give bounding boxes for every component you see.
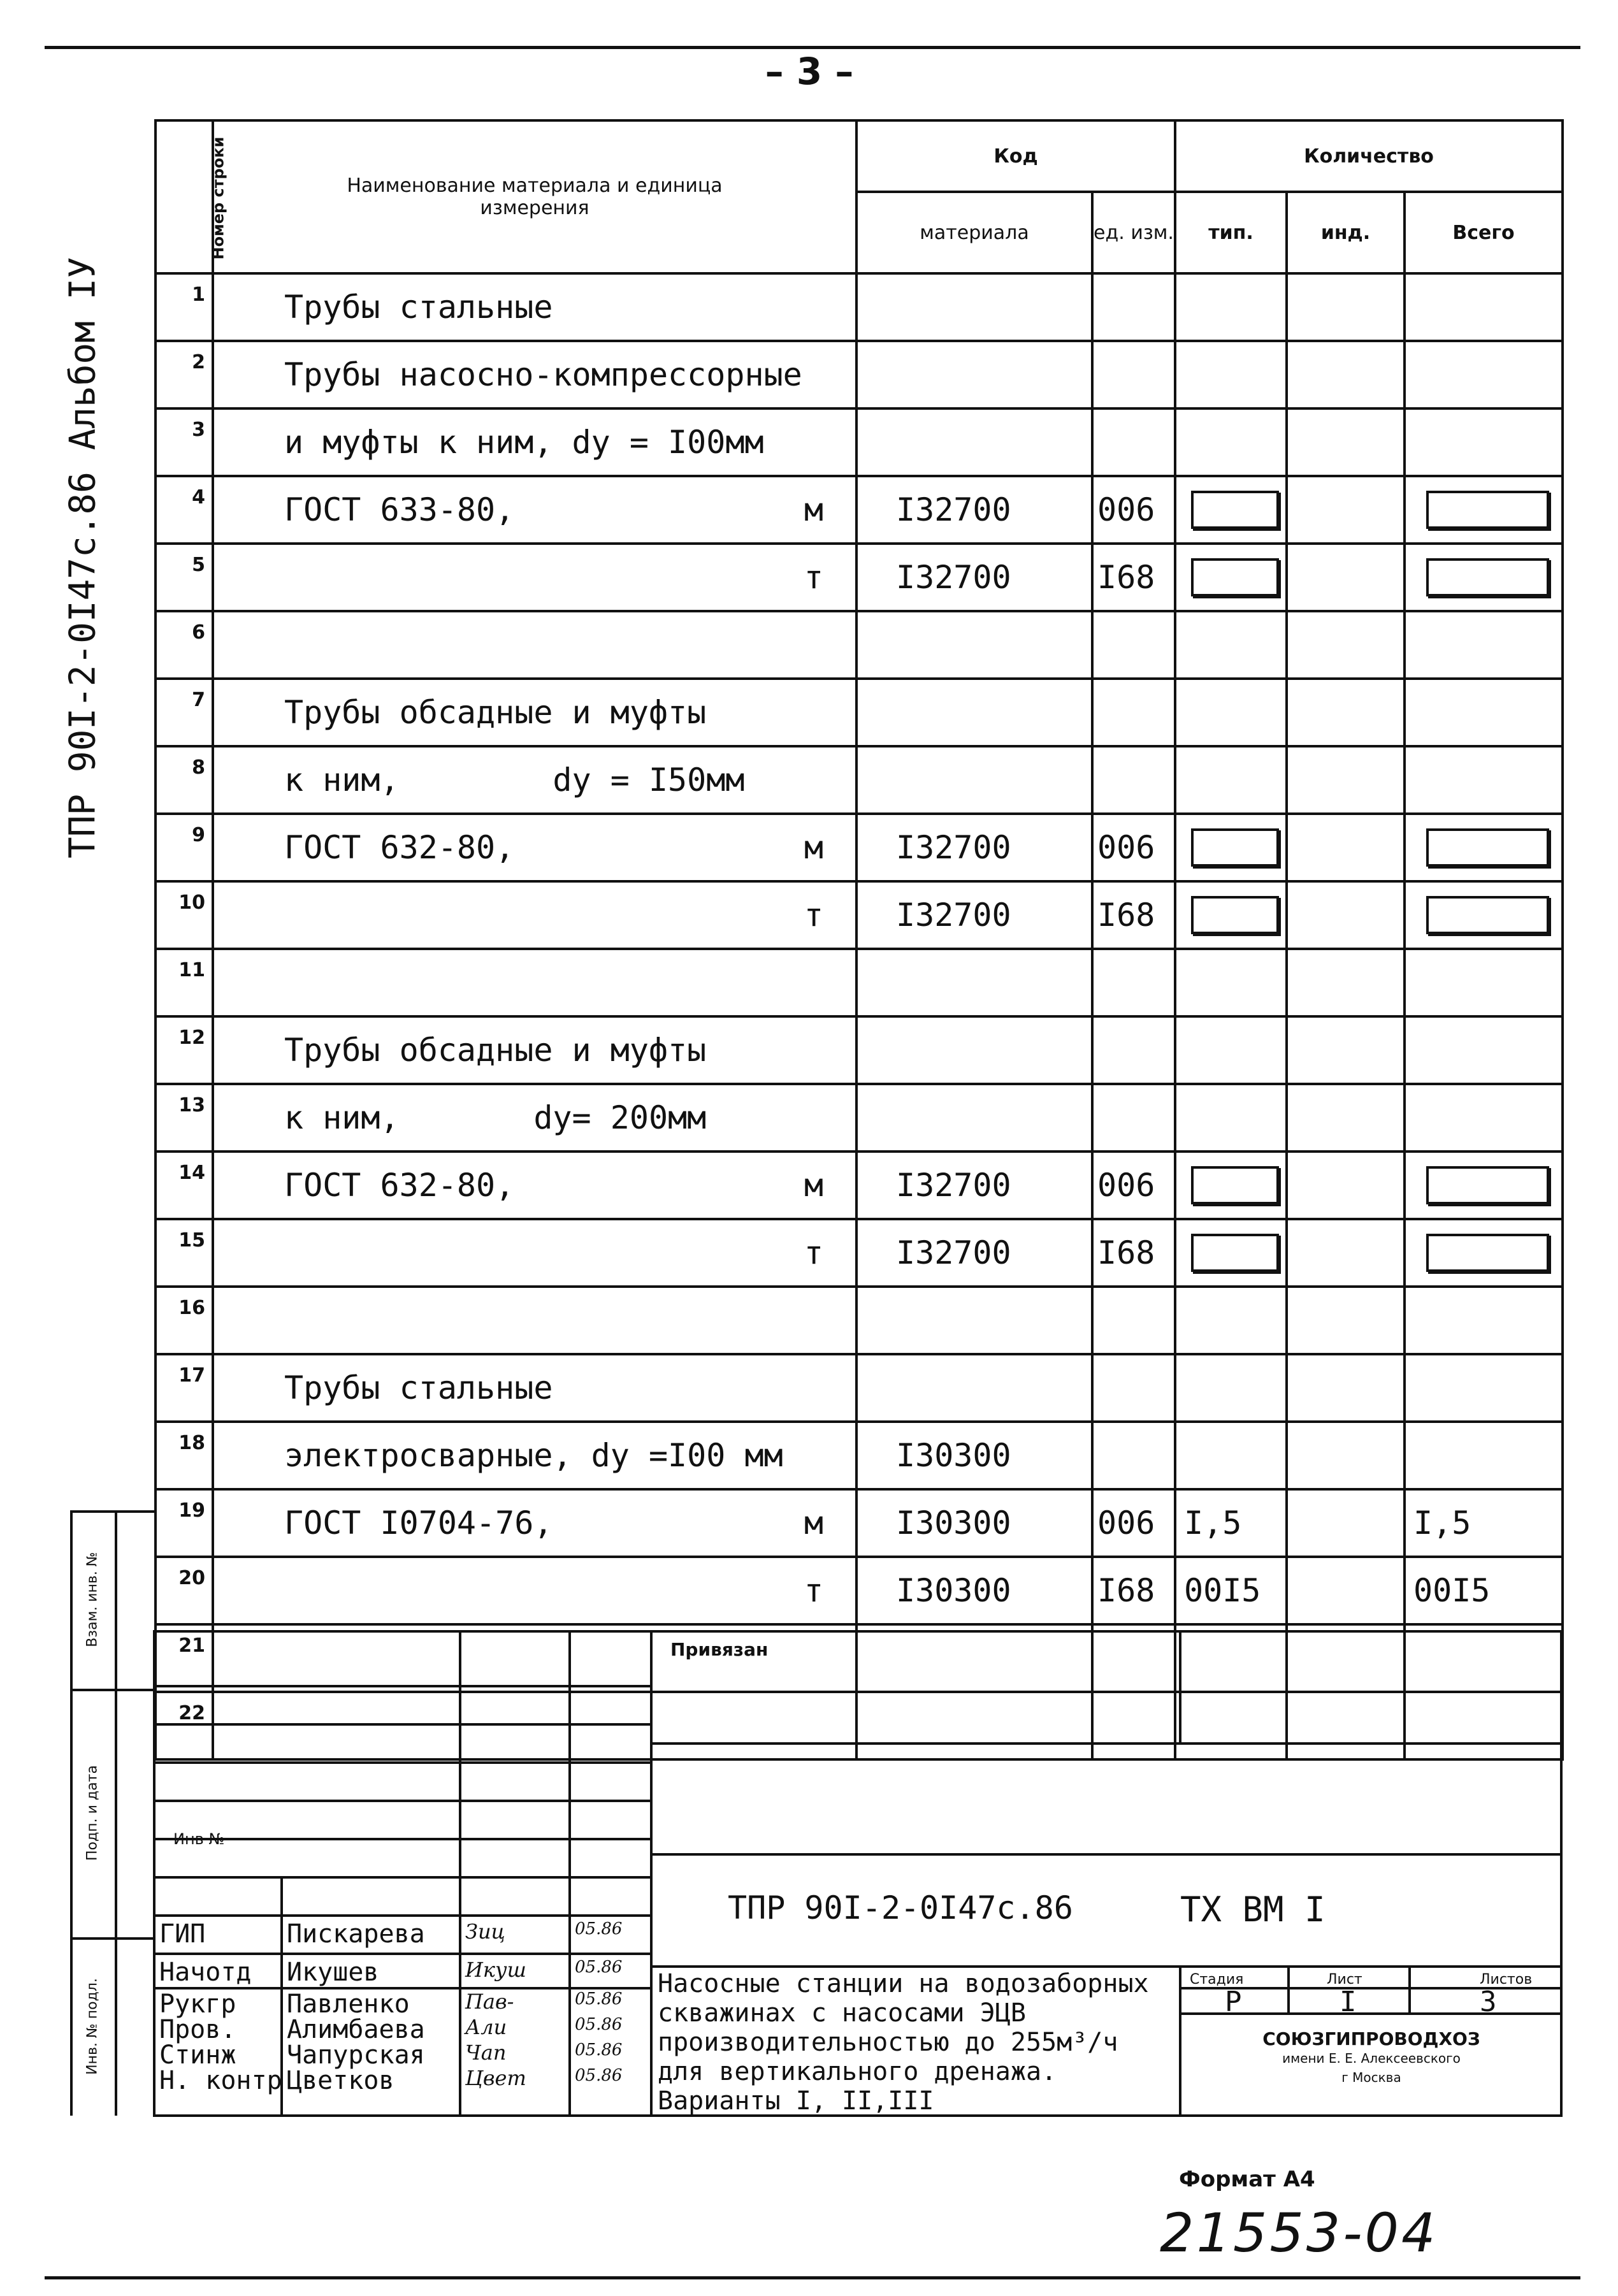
material-name-text: к ним, dу= 200мм: [284, 1099, 707, 1136]
qty-total: [1405, 949, 1563, 1016]
qty-ind: [1287, 1489, 1405, 1557]
qty-ind: [1287, 408, 1405, 476]
header-qty-type: тип.: [1175, 192, 1287, 273]
unit-of-measure: т: [804, 1572, 823, 1609]
header-quantity: Количество: [1175, 120, 1563, 192]
material-name: [213, 544, 856, 611]
qty-ind: [1287, 476, 1405, 544]
signer-name: Чапурская: [287, 2040, 425, 2070]
qty-ind: [1287, 1016, 1405, 1084]
table-row: [155, 408, 1563, 476]
privyazan-label: Привязан: [670, 1639, 769, 1660]
format-label: Формат А4: [1179, 2167, 1315, 2192]
table-row: [155, 881, 1563, 949]
org-name: [1183, 2030, 1559, 2087]
row-number: 6: [155, 611, 213, 679]
row-number: 10: [155, 881, 213, 949]
qty-total: 00I5: [1405, 1557, 1563, 1624]
material-name: [213, 1489, 856, 1557]
material-name: [213, 814, 856, 881]
unit-code: [1092, 1422, 1175, 1489]
signer-name: Цветков: [287, 2066, 394, 2095]
qty-ind: [1287, 1152, 1405, 1219]
row-number: 17: [155, 1354, 213, 1422]
blank-entry-box: [1426, 896, 1549, 934]
material-code: [856, 273, 1092, 341]
material-name: [213, 273, 856, 341]
header-material-name: Наименование материала и единица измерения: [213, 120, 856, 273]
unit-of-measure: т: [804, 897, 823, 934]
qty-ind: [1287, 1084, 1405, 1152]
qty-ind: [1287, 611, 1405, 679]
unit-of-measure: м: [804, 1167, 823, 1204]
blank-entry-box: [1426, 1166, 1549, 1204]
unit-code: I68: [1092, 881, 1175, 949]
qty-ind: [1287, 1354, 1405, 1422]
row-number: 12: [155, 1016, 213, 1084]
qty-total: [1405, 611, 1563, 679]
header-qty-ind: инд.: [1287, 192, 1405, 273]
blank-entry-box: [1191, 828, 1279, 867]
qty-total: [1405, 544, 1563, 611]
material-code: [856, 1016, 1092, 1084]
qty-type: [1175, 1219, 1287, 1287]
blank-entry-box: [1191, 1234, 1279, 1272]
qty-ind: [1287, 341, 1405, 408]
material-name-text: Трубы насосно-компрессорные: [284, 356, 802, 393]
sheets-value: 3: [1480, 1986, 1497, 2018]
signer-signature: Али: [465, 2015, 507, 2039]
row-number: 8: [155, 746, 213, 814]
qty-ind: [1287, 1287, 1405, 1354]
material-spec-table: [154, 119, 1564, 1761]
qty-type: [1175, 679, 1287, 746]
signer-role: Н. контр: [159, 2066, 282, 2095]
table-row: [155, 679, 1563, 746]
qty-type: [1175, 1287, 1287, 1354]
podp-label: Подп. и дата: [84, 1765, 101, 1861]
unit-code: [1092, 679, 1175, 746]
table-row: [155, 949, 1563, 1016]
qty-total: [1405, 1016, 1563, 1084]
top-rule: [45, 46, 1580, 49]
signer-date: 05.86: [575, 1989, 623, 2009]
row-number: 22: [155, 1692, 213, 1759]
signer-role: Пров.: [159, 2015, 236, 2044]
margin-top: [70, 1510, 155, 1513]
signer-name: Пискарева: [287, 1919, 425, 1949]
qty-total: [1405, 1287, 1563, 1354]
unit-code: [1092, 611, 1175, 679]
material-code: I32700: [856, 1152, 1092, 1219]
signer-signature: Икуш: [465, 1958, 526, 1982]
material-name-text: ГОСТ I0704-76,: [284, 1505, 553, 1541]
table-row: [155, 1422, 1563, 1489]
header-code-material: материала: [856, 192, 1092, 273]
material-name: [213, 1422, 856, 1489]
qty-total: [1405, 1152, 1563, 1219]
stage-value: Р: [1225, 1986, 1242, 2018]
signer-role: Рукгр: [159, 1989, 236, 2019]
row-number: 15: [155, 1219, 213, 1287]
blank-entry-box: [1426, 828, 1549, 867]
stage-label: Стадия: [1190, 1972, 1244, 1988]
qty-type: [1175, 273, 1287, 341]
row-number: 5: [155, 544, 213, 611]
qty-total: [1405, 1354, 1563, 1422]
qty-type: [1175, 408, 1287, 476]
material-name: [213, 1219, 856, 1287]
qty-ind: [1287, 1422, 1405, 1489]
material-code: I30300: [856, 1557, 1092, 1624]
header-code-unit: ед. изм.: [1092, 192, 1175, 273]
unit-code: 006: [1092, 814, 1175, 881]
qty-ind: [1287, 544, 1405, 611]
unit-of-measure: м: [804, 1505, 823, 1541]
qty-type: [1175, 341, 1287, 408]
inv-label: Инв. № подл.: [84, 1978, 101, 2075]
signer-date: 05.86: [575, 2015, 623, 2034]
material-name: [213, 1557, 856, 1624]
material-code: I32700: [856, 476, 1092, 544]
album-title: [51, 191, 115, 924]
material-code: [856, 611, 1092, 679]
material-name: [213, 341, 856, 408]
table-row: [155, 746, 1563, 814]
org-line1: СОЮЗГИПРОВОДХОЗ: [1262, 2028, 1480, 2049]
inv-no-label: Инв №: [173, 1830, 225, 1848]
unit-code: 006: [1092, 1489, 1175, 1557]
qty-total: [1405, 881, 1563, 949]
signer-name: Павленко: [287, 1989, 410, 2019]
qty-total: [1405, 476, 1563, 544]
row-number: 4: [155, 476, 213, 544]
blank-entry-box: [1191, 491, 1279, 529]
material-name-text: ГОСТ 632-80,: [284, 829, 515, 866]
table-row: [155, 1489, 1563, 1557]
material-name-text: к ним, dу = I50мм: [284, 762, 745, 798]
material-code: [856, 408, 1092, 476]
row-number: 14: [155, 1152, 213, 1219]
row-number: 21: [155, 1624, 213, 1692]
margin-line: [70, 1510, 73, 2116]
signer-name: Алимбаева: [287, 2015, 425, 2044]
header-row-number: Номер строки: [155, 120, 213, 273]
qty-type: [1175, 1354, 1287, 1422]
material-name-text: Трубы обсадные и муфты: [284, 694, 707, 731]
handwritten-number: 21553-04: [1160, 2202, 1438, 2264]
unit-code: [1092, 408, 1175, 476]
unit-code: I68: [1092, 1219, 1175, 1287]
sheet-label: Лист: [1327, 1972, 1362, 1988]
table-row: [155, 273, 1563, 341]
qty-type: [1175, 1422, 1287, 1489]
row-number: 7: [155, 679, 213, 746]
unit-code: [1092, 341, 1175, 408]
margin-div1: [70, 1689, 155, 1691]
unit-code: [1092, 949, 1175, 1016]
qty-type: [1175, 1152, 1287, 1219]
qty-type: [1175, 746, 1287, 814]
material-code: I32700: [856, 1219, 1092, 1287]
signer-signature: Пав-: [465, 1989, 514, 2014]
qty-ind: [1287, 1557, 1405, 1624]
table-row: [155, 611, 1563, 679]
org-line2: имени Е. Е. Алексеевского: [1282, 2051, 1461, 2066]
material-name-text: ГОСТ 633-80,: [284, 491, 515, 528]
signer-role: ГИП: [159, 1919, 206, 1949]
material-name: [213, 949, 856, 1016]
bottom-rule: [45, 2276, 1580, 2279]
row-number: 3: [155, 408, 213, 476]
table-row: [155, 1152, 1563, 1219]
material-code: I30300: [856, 1489, 1092, 1557]
material-code: I32700: [856, 544, 1092, 611]
unit-code: I68: [1092, 1557, 1175, 1624]
row-number: 13: [155, 1084, 213, 1152]
qty-ind: [1287, 679, 1405, 746]
qty-type: [1175, 881, 1287, 949]
unit-of-measure: м: [804, 829, 823, 866]
qty-ind: [1287, 949, 1405, 1016]
qty-type: [1175, 611, 1287, 679]
row-number: 18: [155, 1422, 213, 1489]
qty-ind: [1287, 273, 1405, 341]
material-code: [856, 1354, 1092, 1422]
header-code: Код: [856, 120, 1175, 192]
unit-code: [1092, 273, 1175, 341]
material-name: [213, 746, 856, 814]
table-row: [155, 1084, 1563, 1152]
signer-signature: Цвет: [465, 2066, 526, 2090]
qty-ind: [1287, 746, 1405, 814]
signer-date: 05.86: [575, 1919, 623, 1939]
blank-entry-box: [1191, 896, 1279, 934]
qty-total: I,5: [1405, 1489, 1563, 1557]
unit-of-measure: м: [804, 491, 823, 528]
material-name: [213, 1152, 856, 1219]
blank-entry-box: [1191, 558, 1279, 596]
table-row: [155, 544, 1563, 611]
table-row: [155, 1287, 1563, 1354]
unit-code: [1092, 746, 1175, 814]
material-code: I32700: [856, 814, 1092, 881]
material-name: [213, 408, 856, 476]
page-number: – 3 –: [765, 50, 854, 93]
material-name: [213, 1287, 856, 1354]
material-code: [856, 949, 1092, 1016]
material-name-text: Трубы обсадные и муфты: [284, 1032, 707, 1069]
unit-code: 006: [1092, 476, 1175, 544]
material-name: [213, 1016, 856, 1084]
unit-code: 006: [1092, 1152, 1175, 1219]
table-row: [155, 341, 1563, 408]
signer-date: 05.86: [575, 1958, 623, 1977]
unit-of-measure: т: [804, 1234, 823, 1271]
signer-role: Начотд: [159, 1958, 252, 1987]
qty-total: [1405, 408, 1563, 476]
margin-div2: [70, 1937, 155, 1940]
qty-type: [1175, 949, 1287, 1016]
material-code: [856, 679, 1092, 746]
row-number: 2: [155, 341, 213, 408]
material-name: [213, 679, 856, 746]
signer-date: 05.86: [575, 2040, 623, 2060]
row-number: 19: [155, 1489, 213, 1557]
table-row: [155, 1219, 1563, 1287]
table-row: [155, 1354, 1563, 1422]
unit-code: [1092, 1354, 1175, 1422]
material-code: [856, 1084, 1092, 1152]
signer-name: Икушев: [287, 1958, 379, 1987]
qty-type: [1175, 476, 1287, 544]
material-name: [213, 476, 856, 544]
material-code: [856, 1287, 1092, 1354]
qty-total: [1405, 341, 1563, 408]
material-code: I30300: [856, 1422, 1092, 1489]
qty-type: [1175, 544, 1287, 611]
material-code: I32700: [856, 881, 1092, 949]
sheet-value: I: [1340, 1986, 1357, 2018]
material-name-text: Трубы стальные: [284, 1369, 553, 1406]
qty-total: [1405, 746, 1563, 814]
qty-type: [1175, 1084, 1287, 1152]
signer-signature: Чап: [465, 2040, 507, 2065]
table-row: [155, 476, 1563, 544]
qty-type: I,5: [1175, 1489, 1287, 1557]
qty-total: [1405, 1219, 1563, 1287]
org-line3: г Москва: [1341, 2070, 1401, 2085]
qty-ind: [1287, 814, 1405, 881]
qty-type: [1175, 1016, 1287, 1084]
material-name-text: электросварные, dу =I00 мм: [284, 1437, 783, 1474]
qty-total: [1405, 1422, 1563, 1489]
blank-entry-box: [1426, 1234, 1549, 1272]
qty-total: [1405, 814, 1563, 881]
qty-total: [1405, 273, 1563, 341]
blank-entry-box: [1426, 491, 1549, 529]
signer-role: Стинж: [159, 2040, 236, 2070]
table-row: [155, 1557, 1563, 1624]
qty-type: 00I5: [1175, 1557, 1287, 1624]
material-name-text: и муфты к ним, dу = I00мм: [284, 424, 764, 461]
title-block: [154, 1631, 1561, 2116]
unit-code: [1092, 1016, 1175, 1084]
row-number: 1: [155, 273, 213, 341]
qty-ind: [1287, 881, 1405, 949]
vzam-label: Взам. инв. №: [84, 1552, 101, 1647]
qty-ind: [1287, 1219, 1405, 1287]
signer-date: 05.86: [575, 2066, 623, 2085]
material-code: [856, 341, 1092, 408]
sheets-label: Листов: [1480, 1972, 1533, 1988]
unit-code: [1092, 1287, 1175, 1354]
qty-type: [1175, 814, 1287, 881]
material-name: [213, 1084, 856, 1152]
album-title-text: ТПР 90I-2-0I47с.86 Альбом IУ: [62, 256, 104, 859]
margin-line-2: [115, 1510, 117, 2116]
qty-total: [1405, 1084, 1563, 1152]
signer-signature: Зиц: [465, 1919, 505, 1944]
row-number: 20: [155, 1557, 213, 1624]
doc-mark: ТХ ВМ I: [1180, 1889, 1325, 1930]
row-number: 16: [155, 1287, 213, 1354]
header-qty-total: Всего: [1405, 192, 1563, 273]
material-name: [213, 611, 856, 679]
qty-total: [1405, 679, 1563, 746]
unit-code: I68: [1092, 544, 1175, 611]
row-number: 11: [155, 949, 213, 1016]
row-number: 9: [155, 814, 213, 881]
table-row: [155, 814, 1563, 881]
blank-entry-box: [1426, 558, 1549, 596]
blank-entry-box: [1191, 1166, 1279, 1204]
unit-code: [1092, 1084, 1175, 1152]
drawing-title: Насосные станции на водозаборных скважинах с насосами ЭЦВ производительностью до 255м³/ч для вертикального дренажа. Варианты I, II,III: [658, 1969, 1149, 2116]
material-name-text: ГОСТ 632-80,: [284, 1167, 515, 1204]
doc-code: ТПР 90I-2-0I47с.86: [728, 1889, 1073, 1926]
material-name: [213, 881, 856, 949]
material-name-text: Трубы стальные: [284, 289, 553, 326]
material-name: [213, 1354, 856, 1422]
unit-of-measure: т: [804, 559, 823, 596]
table-row: [155, 1016, 1563, 1084]
material-code: [856, 746, 1092, 814]
